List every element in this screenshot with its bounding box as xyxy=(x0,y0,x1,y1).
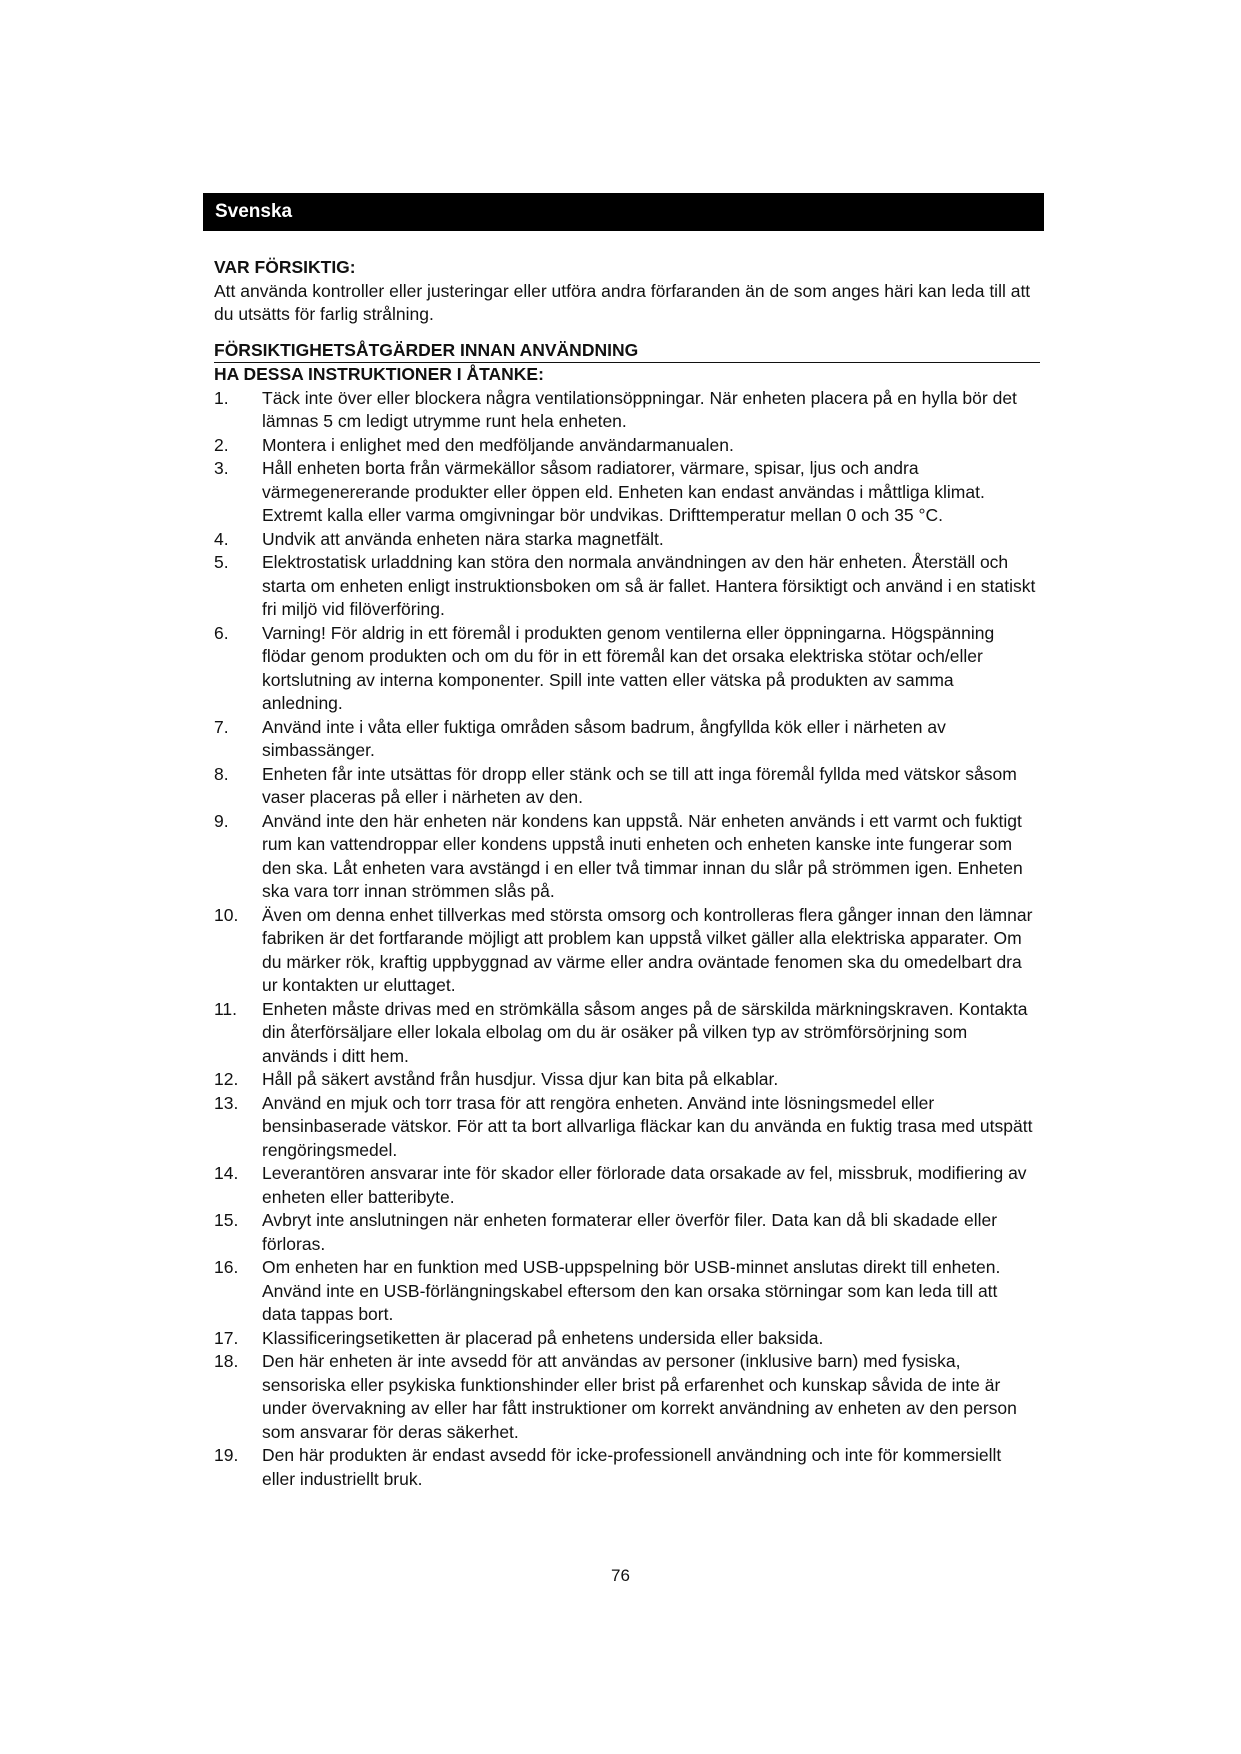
list-item-number: 18. xyxy=(214,1351,239,1371)
list-item-number: 8. xyxy=(214,763,229,784)
caution-heading: VAR FÖRSIKTIG: xyxy=(214,257,356,277)
list-item xyxy=(214,551,1036,622)
list-item xyxy=(214,1092,1036,1163)
list-item xyxy=(214,1209,1036,1256)
language-header-bar xyxy=(203,193,1044,231)
list-item-number: 3. xyxy=(214,458,229,478)
list-item xyxy=(214,904,1036,998)
list-item-number: 12. xyxy=(214,1069,239,1089)
list-item-text: Avbryt inte anslutningen när enheten formaterar eller överför filer. Data kan då bli skadade eller förloras. xyxy=(262,1210,998,1254)
list-item xyxy=(214,1162,1036,1209)
precautions-list xyxy=(214,387,1036,1492)
list-item-text: Använd inte i våta eller fuktiga områden såsom badrum, ångfyllda kök eller i närheten av simbassänger. xyxy=(262,716,946,760)
list-item-number: 17. xyxy=(214,1327,239,1348)
list-item-number: 19. xyxy=(214,1445,239,1465)
caution-text: Att använda kontroller eller justeringar eller utföra andra förfaranden än de som anges häri kan leda till att du utsätts för farlig strålning. xyxy=(214,280,1031,324)
list-item-text: Undvik att använda enheten nära starka magnetfält. xyxy=(262,528,664,549)
list-item-text: Elektrostatisk urladdning kan störa den normala användningen av den här enheten. Återställ och starta om enheten enligt instruktionsboken om så är fallet. Hantera försiktigt och använd i en statiskt fri miljö vid filöverföring. xyxy=(262,552,1036,619)
list-item-number: 2. xyxy=(214,434,229,455)
list-item-number: 4. xyxy=(214,528,229,549)
list-item xyxy=(214,434,1036,458)
list-item-text: Även om denna enhet tillverkas med största omsorg och kontrolleras flera gånger innan den lämnar fabriken är det fortfarande möjligt att problem kan uppstå vilket gäller alla elektriska apparater. Om du märker rök, kraftig uppbyggnad av värme eller andra oväntade fenomen ska du omedelbart dra ur kontakten ur eluttaget. xyxy=(262,904,1033,995)
list-item-number: 11. xyxy=(214,998,238,1019)
list-item-number: 9. xyxy=(214,810,229,831)
list-item-text: Leverantören ansvarar inte för skador eller förlorade data orsakade av fel, missbruk, modifiering av enheten eller batteribyte. xyxy=(262,1163,1027,1207)
page-number: 76 xyxy=(611,1566,630,1585)
list-item-text: Håll enheten borta från värmekällor såsom radiatorer, värmare, spisar, ljus och andra värmegenererande produkter eller öppen eld. Enheten kan endast användas i måttliga klimat. Extremt kalla eller varma omgivningar bör undvikas. Drifttemperatur mellan 0 och 35 °C. xyxy=(262,458,985,525)
list-item-text: Den här enheten är inte avsedd för att användas av personer (inklusive barn) med fysiska, sensoriska eller psykiska funktionshinder eller brist på erfarenhet och kunskap såvida de inte är under övervakning av eller har fått instruktioner om korrekt användning av enheten av den person som ansvarar för deras säkerhet. xyxy=(262,1351,1017,1442)
list-item-number: 10. xyxy=(214,904,239,925)
list-item-text: Klassificeringsetiketten är placerad på enhetens undersida eller baksida. xyxy=(262,1327,824,1348)
list-item xyxy=(214,387,1036,434)
list-item-text: Den här produkten är endast avsedd för icke-professionell användning och inte för kommersiellt eller industriellt bruk. xyxy=(262,1445,1002,1489)
list-item-number: 14. xyxy=(214,1163,239,1183)
list-item-text: Enheten får inte utsättas för dropp eller stänk och se till att inga föremål fyllda med vätskor såsom vaser placeras på eller i närheten av den. xyxy=(262,763,1017,807)
list-item xyxy=(214,1350,1036,1444)
list-item xyxy=(214,1256,1036,1327)
list-item-text: Använd inte den här enheten när kondens kan uppstå. När enheten används i ett varmt och fuktigt rum kan vattendroppar eller kondens uppstå inuti enheten och enheten kanske inte fungerar som den ska. Låt enheten vara avstängd i en eller två timmar innan du slår på strömmen igen. Enheten ska vara torr innan strömmen slås på. xyxy=(262,810,1023,901)
list-item-number: 6. xyxy=(214,622,229,643)
list-item-text: Om enheten har en funktion med USB-uppspelning bör USB-minnet anslutas direkt till enheten. Använd inte en USB-förlängningskabel eftersom den kan orsaka störningar som kan leda till att data tappas bort. xyxy=(262,1257,1001,1324)
list-item-number: 13. xyxy=(214,1092,239,1113)
list-item xyxy=(214,716,1036,763)
list-item-text: Montera i enlighet med den medföljande användarmanualen. xyxy=(262,434,734,455)
list-item xyxy=(214,622,1036,716)
list-item-number: 1. xyxy=(214,387,229,408)
precautions-subheading: HA DESSA INSTRUKTIONER I ÅTANKE: xyxy=(214,362,1040,387)
language-label: Svenska xyxy=(215,201,293,222)
list-item-number: 15. xyxy=(214,1210,239,1230)
list-item xyxy=(214,1068,1036,1092)
list-item-number: 16. xyxy=(214,1257,239,1277)
list-item xyxy=(214,1444,1036,1491)
list-item-text: Täck inte över eller blockera några ventilationsöppningar. När enheten placera på en hylla bör det lämnas 5 cm ledigt utrymme runt hela enheten. xyxy=(262,387,1017,431)
precautions-heading: FÖRSIKTIGHETSÅTGÄRDER INNAN ANVÄNDNING xyxy=(214,339,639,360)
list-item-number: 5. xyxy=(214,552,229,572)
list-item-text: Håll på säkert avstånd från husdjur. Vissa djur kan bita på elkablar. xyxy=(262,1069,779,1089)
list-item-text: Varning! För aldrig in ett föremål i produkten genom ventilerna eller öppningarna. Högspänning flödar genom produkten och om du för in ett föremål kan det orsaka elektriska stötar och/eller kortslutning av interna komponenter. Spill inte vatten eller vätska på produkten av samma anledning. xyxy=(262,622,995,713)
list-item xyxy=(214,763,1036,810)
page-content xyxy=(214,256,1036,1491)
list-item xyxy=(214,998,1036,1069)
list-item-text: Använd en mjuk och torr trasa för att rengöra enheten. Använd inte lösningsmedel eller bensinbaserade vätskor. För att ta bort allvarliga fläckar kan du använda en fuktig trasa med utspätt rengöringsmedel. xyxy=(262,1092,1033,1160)
list-item xyxy=(214,1327,1036,1351)
list-item xyxy=(214,528,1036,552)
list-item-number: 7. xyxy=(214,716,229,737)
list-item xyxy=(214,810,1036,904)
list-item xyxy=(214,457,1036,528)
list-item-text: Enheten måste drivas med en strömkälla såsom anges på de särskilda märkningskraven. Kontakta din återförsäljare eller lokala elbolag om du är osäker på vilken typ av strömförsörjning som används i ditt hem. xyxy=(262,998,1028,1066)
